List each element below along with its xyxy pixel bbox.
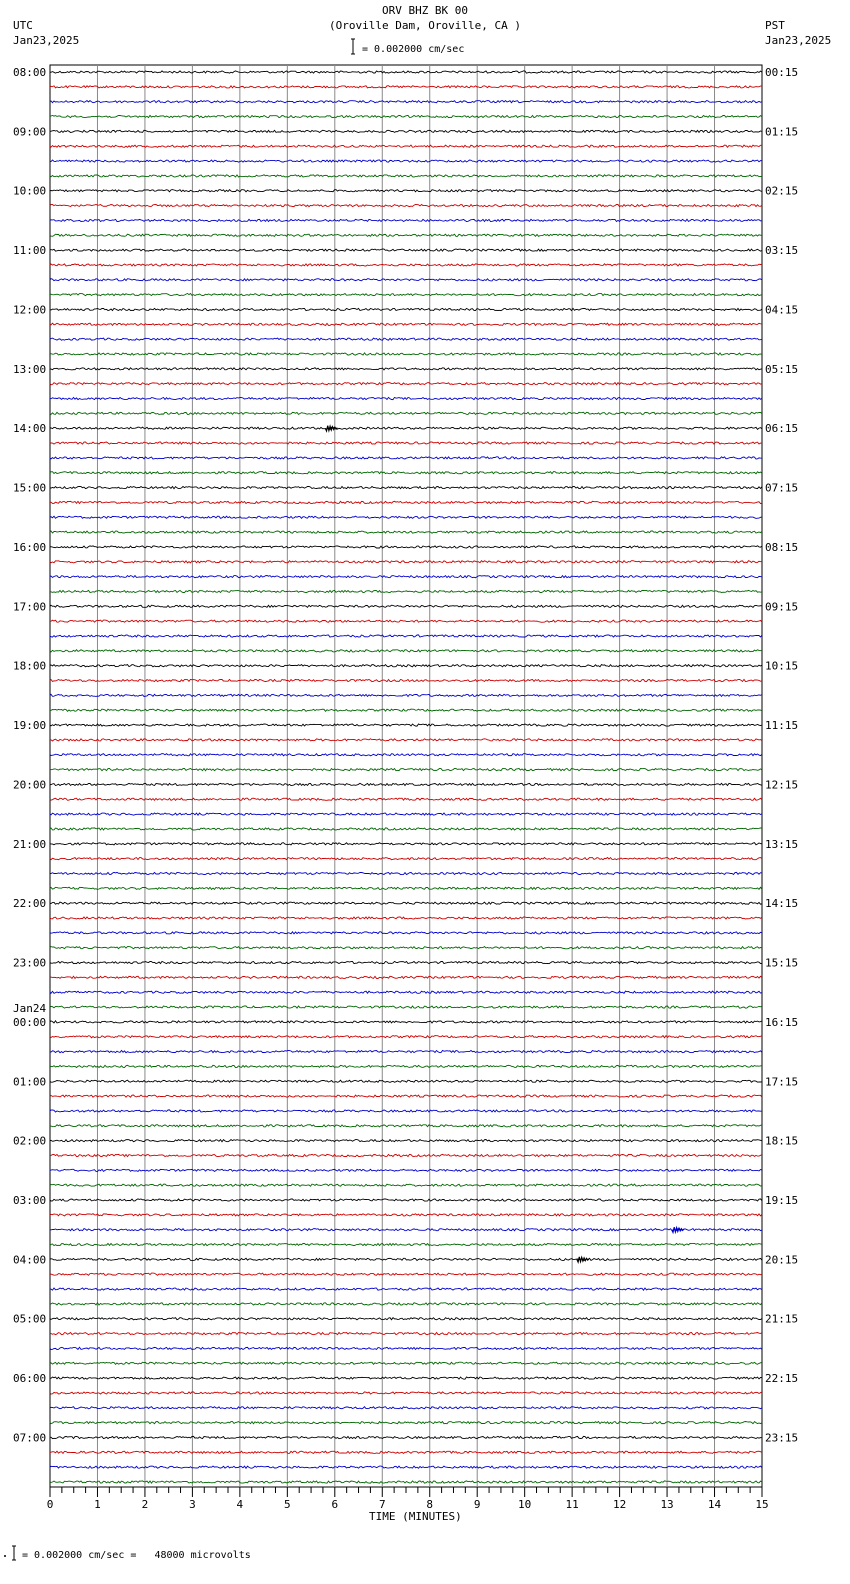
seismic-trace (50, 442, 762, 444)
seismic-trace (50, 294, 762, 296)
seismic-trace (50, 872, 762, 874)
seismic-trace (50, 1436, 762, 1438)
pst-hour-label: 06:15 (765, 422, 799, 436)
seismic-trace (50, 1481, 762, 1483)
x-tick-label: 11 (565, 1498, 579, 1511)
seismic-trace (50, 1318, 762, 1320)
seismic-trace (50, 813, 762, 815)
pst-hour-label: 03:15 (765, 244, 799, 258)
seismic-trace (50, 798, 762, 800)
seismic-trace (50, 323, 762, 325)
seismic-trace (50, 620, 762, 622)
seismic-trace (50, 219, 762, 221)
x-tick-label: 6 (331, 1498, 339, 1511)
x-tick-label: 15 (755, 1498, 769, 1511)
x-tick-label: 12 (612, 1498, 627, 1511)
seismic-trace (50, 368, 762, 370)
seismic-trace (50, 1006, 762, 1008)
utc-hour-label: 21:00 (13, 837, 47, 851)
station-location: (Oroville Dam, Oroville, CA ) (328, 19, 522, 32)
footer-scale-note: = 0.002000 cm/sec = 48000 microvolts (22, 1550, 251, 1561)
seismic-trace (50, 353, 762, 355)
x-tick-label: 1 (94, 1498, 101, 1511)
pst-hour-label: 22:15 (765, 1372, 799, 1386)
utc-hour-label: 00:00 (13, 1015, 47, 1029)
seismic-trace (50, 1184, 762, 1186)
pst-hour-label: 09:15 (765, 600, 799, 614)
seismic-trace (50, 383, 762, 385)
seismic-trace (50, 1347, 762, 1349)
seismic-trace (50, 1362, 762, 1364)
seismic-trace (50, 917, 762, 919)
utc-hour-label: 13:00 (13, 362, 47, 376)
seismic-trace (50, 991, 762, 993)
pst-hour-label: 21:15 (765, 1312, 799, 1326)
utc-hour-label: 18:00 (13, 659, 47, 673)
seismic-trace (50, 902, 762, 904)
utc-hour-label: 03:00 (13, 1194, 47, 1207)
seismic-trace (50, 487, 762, 489)
pst-hour-label: 00:15 (765, 66, 799, 79)
date-change-label: Jan24 (13, 1001, 47, 1015)
seismic-trace (50, 1169, 762, 1171)
utc-hour-label: 20:00 (13, 778, 47, 792)
seismic-trace (50, 145, 762, 147)
seismic-trace (50, 1422, 762, 1424)
right-date: Jan23,2025 (765, 34, 832, 47)
seismic-trace (50, 1140, 762, 1142)
left-date: Jan23,2025 (13, 34, 80, 47)
seismic-trace (50, 130, 762, 132)
seismic-trace (50, 1229, 762, 1231)
seismic-event (577, 1257, 589, 1262)
seismic-trace (50, 397, 762, 399)
pst-hour-label: 02:15 (765, 184, 799, 198)
seismic-trace (50, 947, 762, 949)
seismic-trace (50, 1154, 762, 1156)
seismic-trace (50, 724, 762, 726)
x-tick-label: 0 (46, 1498, 54, 1511)
utc-hour-label: 08:00 (13, 66, 47, 79)
seismic-trace (50, 175, 762, 177)
utc-hour-label: 19:00 (13, 719, 47, 733)
seismic-trace (50, 234, 762, 236)
seismic-trace (50, 1407, 762, 1409)
pst-hour-label: 10:15 (765, 659, 799, 673)
x-tick-label: 2 (141, 1498, 149, 1511)
x-tick-label: 4 (236, 1498, 244, 1511)
x-tick-label: 10 (518, 1498, 532, 1511)
seismic-trace (50, 561, 762, 563)
seismic-trace (50, 1214, 762, 1216)
pst-hour-label: 20:15 (765, 1253, 799, 1267)
seismic-trace (50, 264, 762, 266)
seismic-event (672, 1227, 684, 1232)
pst-hour-label: 14:15 (765, 897, 799, 911)
seismic-trace (50, 531, 762, 533)
utc-hour-label: 01:00 (13, 1075, 47, 1089)
footer-marker-icon (4, 1555, 6, 1557)
seismic-trace (50, 1273, 762, 1275)
seismic-trace (50, 843, 762, 845)
pst-hour-label: 18:15 (765, 1134, 799, 1148)
x-tick-label: 14 (707, 1498, 722, 1511)
seismic-trace (50, 1065, 762, 1067)
seismic-trace (50, 976, 762, 978)
seismic-trace (50, 1199, 762, 1201)
utc-hour-label: 17:00 (13, 600, 47, 614)
seismic-trace (50, 86, 762, 88)
x-tick-label: 13 (660, 1498, 674, 1511)
seismic-trace (50, 828, 762, 830)
pst-hour-label: 15:15 (765, 956, 799, 970)
seismic-trace (50, 1021, 762, 1023)
x-tick-label: 9 (473, 1498, 481, 1511)
seismic-trace (50, 1288, 762, 1290)
utc-hour-label: 06:00 (13, 1372, 47, 1386)
seismic-trace (50, 101, 762, 103)
seismic-trace (50, 961, 762, 963)
seismic-trace (50, 1036, 762, 1038)
seismic-trace (50, 1392, 762, 1394)
utc-hour-label: 23:00 (13, 956, 47, 970)
seismic-trace (50, 1333, 762, 1335)
x-tick-label: 5 (284, 1498, 291, 1511)
seismic-trace (50, 650, 762, 652)
pst-hour-label: 04:15 (765, 303, 799, 317)
utc-hour-label: 05:00 (13, 1312, 47, 1326)
pst-hour-label: 12:15 (765, 778, 799, 792)
pst-hour-label: 16:15 (765, 1015, 799, 1029)
utc-hour-label: 07:00 (13, 1431, 47, 1445)
seismic-trace (50, 709, 762, 711)
pst-hour-label: 08:15 (765, 540, 799, 554)
x-tick-label: 8 (426, 1498, 434, 1511)
utc-hour-label: 09:00 (13, 125, 47, 139)
seismic-trace (50, 1243, 762, 1245)
seismic-trace (50, 665, 762, 667)
seismic-trace (50, 739, 762, 741)
seismic-trace (50, 546, 762, 548)
seismic-trace (50, 115, 762, 117)
seismic-trace (50, 1258, 762, 1260)
seismic-trace (50, 472, 762, 474)
seismic-trace (50, 887, 762, 889)
seismic-trace (50, 190, 762, 192)
seismic-trace (50, 308, 762, 310)
seismic-trace (50, 249, 762, 251)
seismic-trace (50, 412, 762, 414)
utc-hour-label: 11:00 (13, 244, 47, 258)
scale-label: = 0.002000 cm/sec (362, 44, 465, 55)
seismic-trace (50, 679, 762, 681)
utc-hour-label: 16:00 (13, 540, 47, 554)
right-timezone: PST (765, 19, 785, 32)
seismic-trace (50, 932, 762, 934)
seismic-trace (50, 694, 762, 696)
utc-hour-label: 04:00 (13, 1253, 47, 1267)
seismic-trace (50, 338, 762, 340)
seismic-event (325, 426, 337, 431)
station-title: ORV BHZ BK 00 (381, 4, 469, 17)
pst-hour-label: 05:15 (765, 362, 799, 376)
seismic-trace (50, 783, 762, 785)
seismic-trace (50, 1377, 762, 1379)
seismic-trace (50, 590, 762, 592)
seismic-trace (50, 1303, 762, 1305)
pst-hour-label: 19:15 (765, 1194, 799, 1207)
x-axis-label: TIME (MINUTES) (369, 1510, 462, 1523)
seismic-trace (50, 427, 762, 429)
seismic-trace (50, 1451, 762, 1453)
pst-hour-label: 07:15 (765, 481, 799, 495)
x-tick-label: 7 (378, 1498, 386, 1511)
seismic-trace (50, 71, 762, 73)
utc-hour-label: 14:00 (13, 422, 47, 436)
pst-hour-label: 01:15 (765, 125, 799, 139)
pst-hour-label: 17:15 (765, 1075, 799, 1089)
seismic-trace (50, 858, 762, 860)
seismic-trace (50, 605, 762, 607)
seismic-trace (50, 501, 762, 503)
seismic-trace (50, 1466, 762, 1468)
utc-hour-label: 12:00 (13, 303, 47, 317)
seismic-trace (50, 1080, 762, 1082)
x-tick-label: 3 (189, 1498, 196, 1511)
seismic-trace (50, 1095, 762, 1097)
seismic-trace (50, 1051, 762, 1053)
utc-hour-label: 22:00 (13, 897, 47, 911)
utc-hour-label: 02:00 (13, 1134, 47, 1148)
seismic-trace (50, 576, 762, 578)
seismic-trace (50, 457, 762, 459)
utc-hour-label: 15:00 (13, 481, 47, 495)
seismic-trace (50, 205, 762, 207)
pst-hour-label: 13:15 (765, 837, 799, 851)
seismic-trace (50, 1125, 762, 1127)
seismic-trace (50, 754, 762, 756)
seismic-trace (50, 635, 762, 637)
utc-hour-label: 10:00 (13, 184, 47, 198)
left-timezone: UTC (13, 19, 33, 32)
pst-hour-label: 23:15 (765, 1431, 799, 1445)
seismic-trace (50, 769, 762, 771)
seismic-trace (50, 160, 762, 162)
seismic-trace (50, 279, 762, 281)
pst-hour-label: 11:15 (765, 719, 799, 733)
seismic-trace (50, 1110, 762, 1112)
seismic-trace (50, 516, 762, 518)
